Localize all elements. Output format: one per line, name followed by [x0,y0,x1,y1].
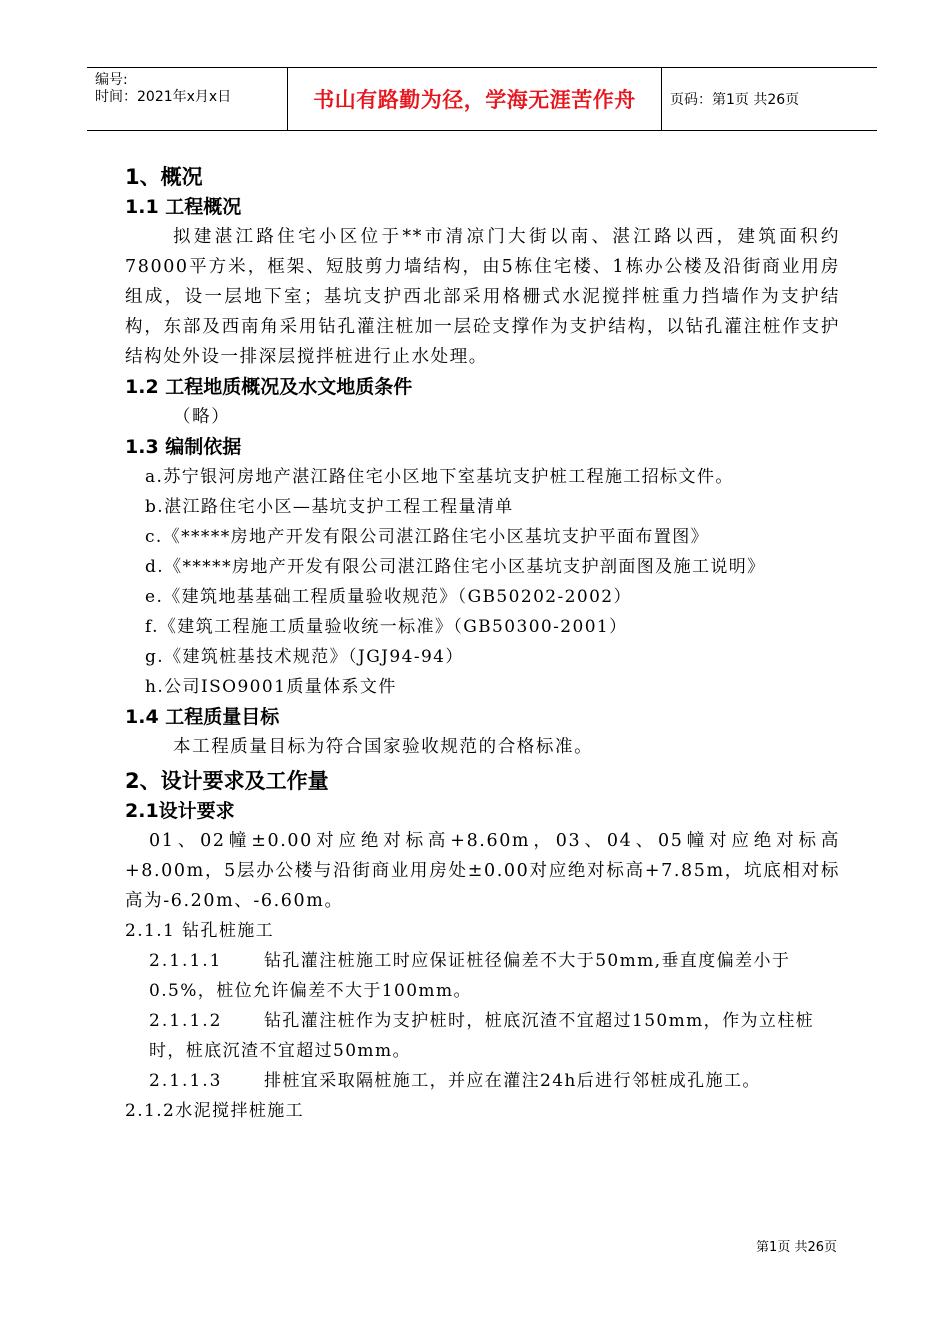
page-header [87,67,877,131]
paragraph-overview: 拟建湛江路住宅小区位于**市清凉门大街以南、湛江路以西，建筑面积约78000平方米，框架、短肢剪力墙结构，由5栋住宅楼、1栋办公楼及沿街商业用房组成，设一层地下室；基坑支护西北部采用格栅式水泥搅拌桩重力挡墙作为支护结构，东部及西南角采用钻孔灌注桩加一层砼支撑作为支护结构，以钻孔灌注桩作支护结构处外设一排深层搅拌桩进行止水处理。 [125,227,840,367]
header-motto: 书山有路勤为径，学海无涯苦作舟 [313,88,636,112]
heading-2-1-1: 2.1.1 钻孔桩施工 [125,921,275,941]
header-time: 时间：2021年x月x日 [95,89,232,105]
heading-2-1-2: 2.1.2水泥搅拌桩施工 [125,1101,305,1121]
drill-item-2 [125,1006,840,1066]
header-page [662,68,877,130]
drill-item-1-text: 钻孔灌注桩施工时应保证桩径偏差不大于50mm,垂直度偏差小于0.5%，桩位允许偏差不大于100mm。 [149,951,791,1001]
basis-item-f: f.《建筑工程施工质量验收统一标准》（GB50300-2001） [145,617,628,637]
drill-item-2-text: 钻孔灌注桩作为支护桩时，桩底沉渣不宜超过150mm，作为立柱桩时，桩底沉渣不宜超过50mm。 [149,1011,815,1061]
basis-item-c: c.《*****房地产开发有限公司湛江路住宅小区基坑支护平面布置图》 [145,527,710,547]
heading-1-1: 1.1 工程概况 [125,196,242,218]
basis-item-h: h.公司ISO9001质量体系文件 [145,677,397,697]
heading-1-4: 1.4 工程质量目标 [125,706,280,728]
heading-1: 1、概况 [125,165,203,189]
drill-item-1-num: 2.1.1.1 [149,951,223,971]
heading-2-1: 2.1设计要求 [125,800,235,822]
drill-item-3-num: 2.1.1.3 [149,1071,223,1091]
drill-item-3-text: 排桩宜采取隔桩施工，并应在灌注24h后进行邻桩成孔施工。 [264,1071,761,1091]
basis-item-d: d.《*****房地产开发有限公司湛江路住宅小区基坑支护剖面图及施工说明》 [145,557,766,577]
page-footer: 第1页 共26页 [756,1240,837,1255]
basis-item-b: b.湛江路住宅小区—基坑支护工程工程量清单 [145,497,514,517]
basis-item-e: e.《建筑地基基础工程质量验收规范》（GB50202-2002） [145,587,632,607]
header-motto-cell [287,68,662,130]
paragraph-design: 01、02幢±0.00对应绝对标高+8.60m，03、04、05幢对应绝对标高+8.00m，5层办公楼与沿街商业用房处±0.00对应绝对标高+7.85m，坑底相对标高为-6.20m、-6.60m。 [125,831,840,911]
document-body [125,158,840,1126]
header-meta [87,68,287,130]
paragraph-geology: （略） [173,407,231,427]
heading-1-2: 1.2 工程地质概况及水文地质条件 [125,376,413,398]
paragraph-quality: 本工程质量目标为符合国家验收规范的合格标准。 [173,737,594,757]
heading-1-3: 1.3 编制依据 [125,436,242,458]
heading-2: 2、设计要求及工作量 [125,769,329,793]
drill-item-2-num: 2.1.1.2 [149,1011,223,1031]
basis-item-a: a.苏宁银河房地产湛江路住宅小区地下室基坑支护桩工程施工招标文件。 [145,467,734,487]
header-page-label: 页码：第1页 共26页 [670,92,800,108]
basis-item-g: g.《建筑桩基技术规范》（JGJ94-94） [145,647,464,667]
header-number: 编号: [95,72,128,88]
drill-item-1 [125,946,840,1006]
drill-item-3 [125,1066,840,1096]
